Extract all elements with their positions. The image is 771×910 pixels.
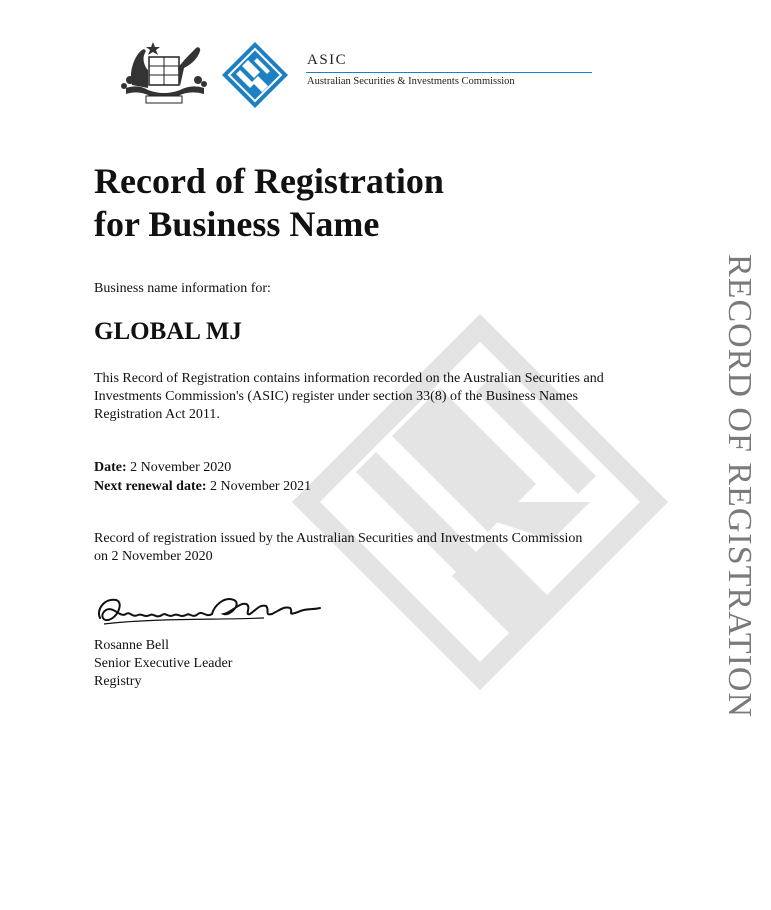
org-short-name: ASIC (307, 52, 348, 68)
header-divider (306, 72, 592, 73)
date-value: 2 November 2020 (130, 460, 232, 475)
signature-icon (94, 588, 324, 632)
org-full-name: Australian Securities & Investments Commission (307, 76, 515, 87)
issued-statement: Record of registration issued by the Australian Securities and Investments Commission on 2 November 2020 (94, 531, 583, 564)
signatory-name: Rosanne Bell (94, 638, 170, 653)
renewal-label: Next renewal date: (94, 479, 207, 494)
coat-of-arms-icon (118, 40, 210, 110)
asic-logo-icon (220, 40, 290, 110)
signatory-department: Registry (94, 674, 142, 689)
side-title: RECORD OF REGISTRATION (721, 254, 758, 719)
registration-description: This Record of Registration contains information recorded on the Australian Securities and Investments Commission's (ASIC) register under section 33(8) of the Business Names Registration Act 2011. (94, 371, 604, 422)
renewal-line (94, 478, 311, 496)
page-title (94, 160, 444, 246)
title-line-2: for Business Name (94, 204, 380, 244)
asic-watermark-icon (290, 312, 670, 692)
business-name: GLOBAL MJ (94, 318, 242, 345)
date-line (94, 459, 231, 477)
signatory-role: Senior Executive Leader (94, 656, 233, 671)
title-line-1: Record of Registration (94, 161, 444, 201)
date-label: Date: (94, 460, 127, 475)
renewal-value: 2 November 2021 (210, 479, 312, 494)
business-name-label: Business name information for: (94, 281, 271, 296)
